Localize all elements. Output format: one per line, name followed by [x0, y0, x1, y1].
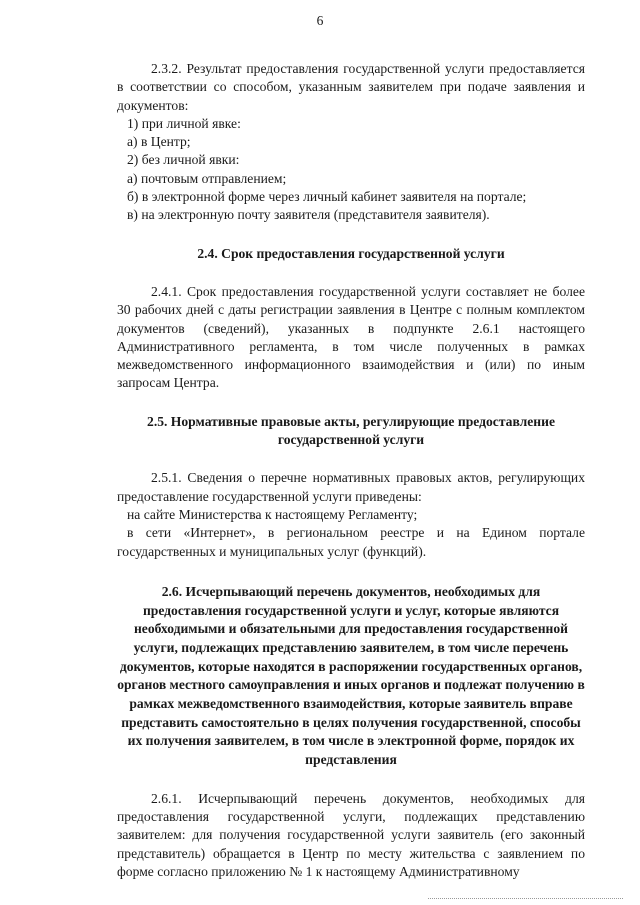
list-item: б) в электронной форме через личный кабинет заявителя на портале;	[127, 189, 527, 205]
list-item: а) почтовым отправлением;	[127, 170, 287, 186]
list-item: 1) при личной явке:	[127, 115, 241, 131]
section-heading-2-4: 2.4. Срок предоставления государственной услуги	[197, 245, 505, 261]
list-item: на сайте Министерства к настоящему Регламенту;	[127, 506, 418, 522]
list-item: в сети «Интернет», в региональном реестре и на Едином портале государственных и муниципальных услуг (функций).	[117, 525, 585, 559]
list-item: а) в Центр;	[127, 134, 191, 150]
paragraph-2-4-1: 2.4.1. Срок предоставления государственной услуги составляет не более 30 рабочих дней с даты регистрации заявления в Центре с полным комплектом документов (сведений), указанных в подпункте 2.6.1 настоящего Административного регламента, в том числе полученных в рамках межведомственного информационного взаимодействия и (или) по иным запросам Центра.	[117, 283, 585, 391]
section-heading-2-6: 2.6. Исчерпывающий перечень документов, необходимых для предоставления государственной услуги и услуг, которые являются необходимыми и обязательными для предоставления государственной услуги, подлежащих представлению заявителем, в том числе перечень документов, которые находятся в распоряжении государственных органов, органов местного самоуправления и иных органов и подлежат получению в рамках межведомственного взаимодействия, которые заявитель вправе представить самостоятельно в целях получения государственной, способы их получения заявителем, в том числе в электронной форме, порядок их представления	[117, 583, 585, 768]
paragraph-2-6-1: 2.6.1. Исчерпывающий перечень документов, необходимых для предоставления государственной услуги, подлежащих представлению заявителем: для получения государственной услуги заявитель (его законный представитель) обращается в Центр по месту жительства с заявлением по форме согласно приложению № 1 к настоящему Административному	[117, 790, 585, 880]
paragraph-2-5-1: 2.5.1. Сведения о перечне нормативных правовых актов, регулирующих предоставление государственной услуги приведены:	[117, 470, 585, 504]
paragraph-2-3-2: 2.3.2. Результат предоставления государственной услуги предоставляется в соответствии со способом, указанным заявителем при подаче заявления и документов:	[117, 61, 585, 113]
section-heading-2-5: 2.5. Нормативные правовые акты, регулирующие предоставление государственной услуги	[147, 413, 555, 448]
list-item: в) на электронную почту заявителя (представителя заявителя).	[127, 207, 490, 223]
footer-rule	[428, 898, 623, 899]
list-item: 2) без личной явки:	[127, 152, 240, 168]
page-number: 6	[316, 13, 324, 28]
document-body	[117, 60, 585, 881]
